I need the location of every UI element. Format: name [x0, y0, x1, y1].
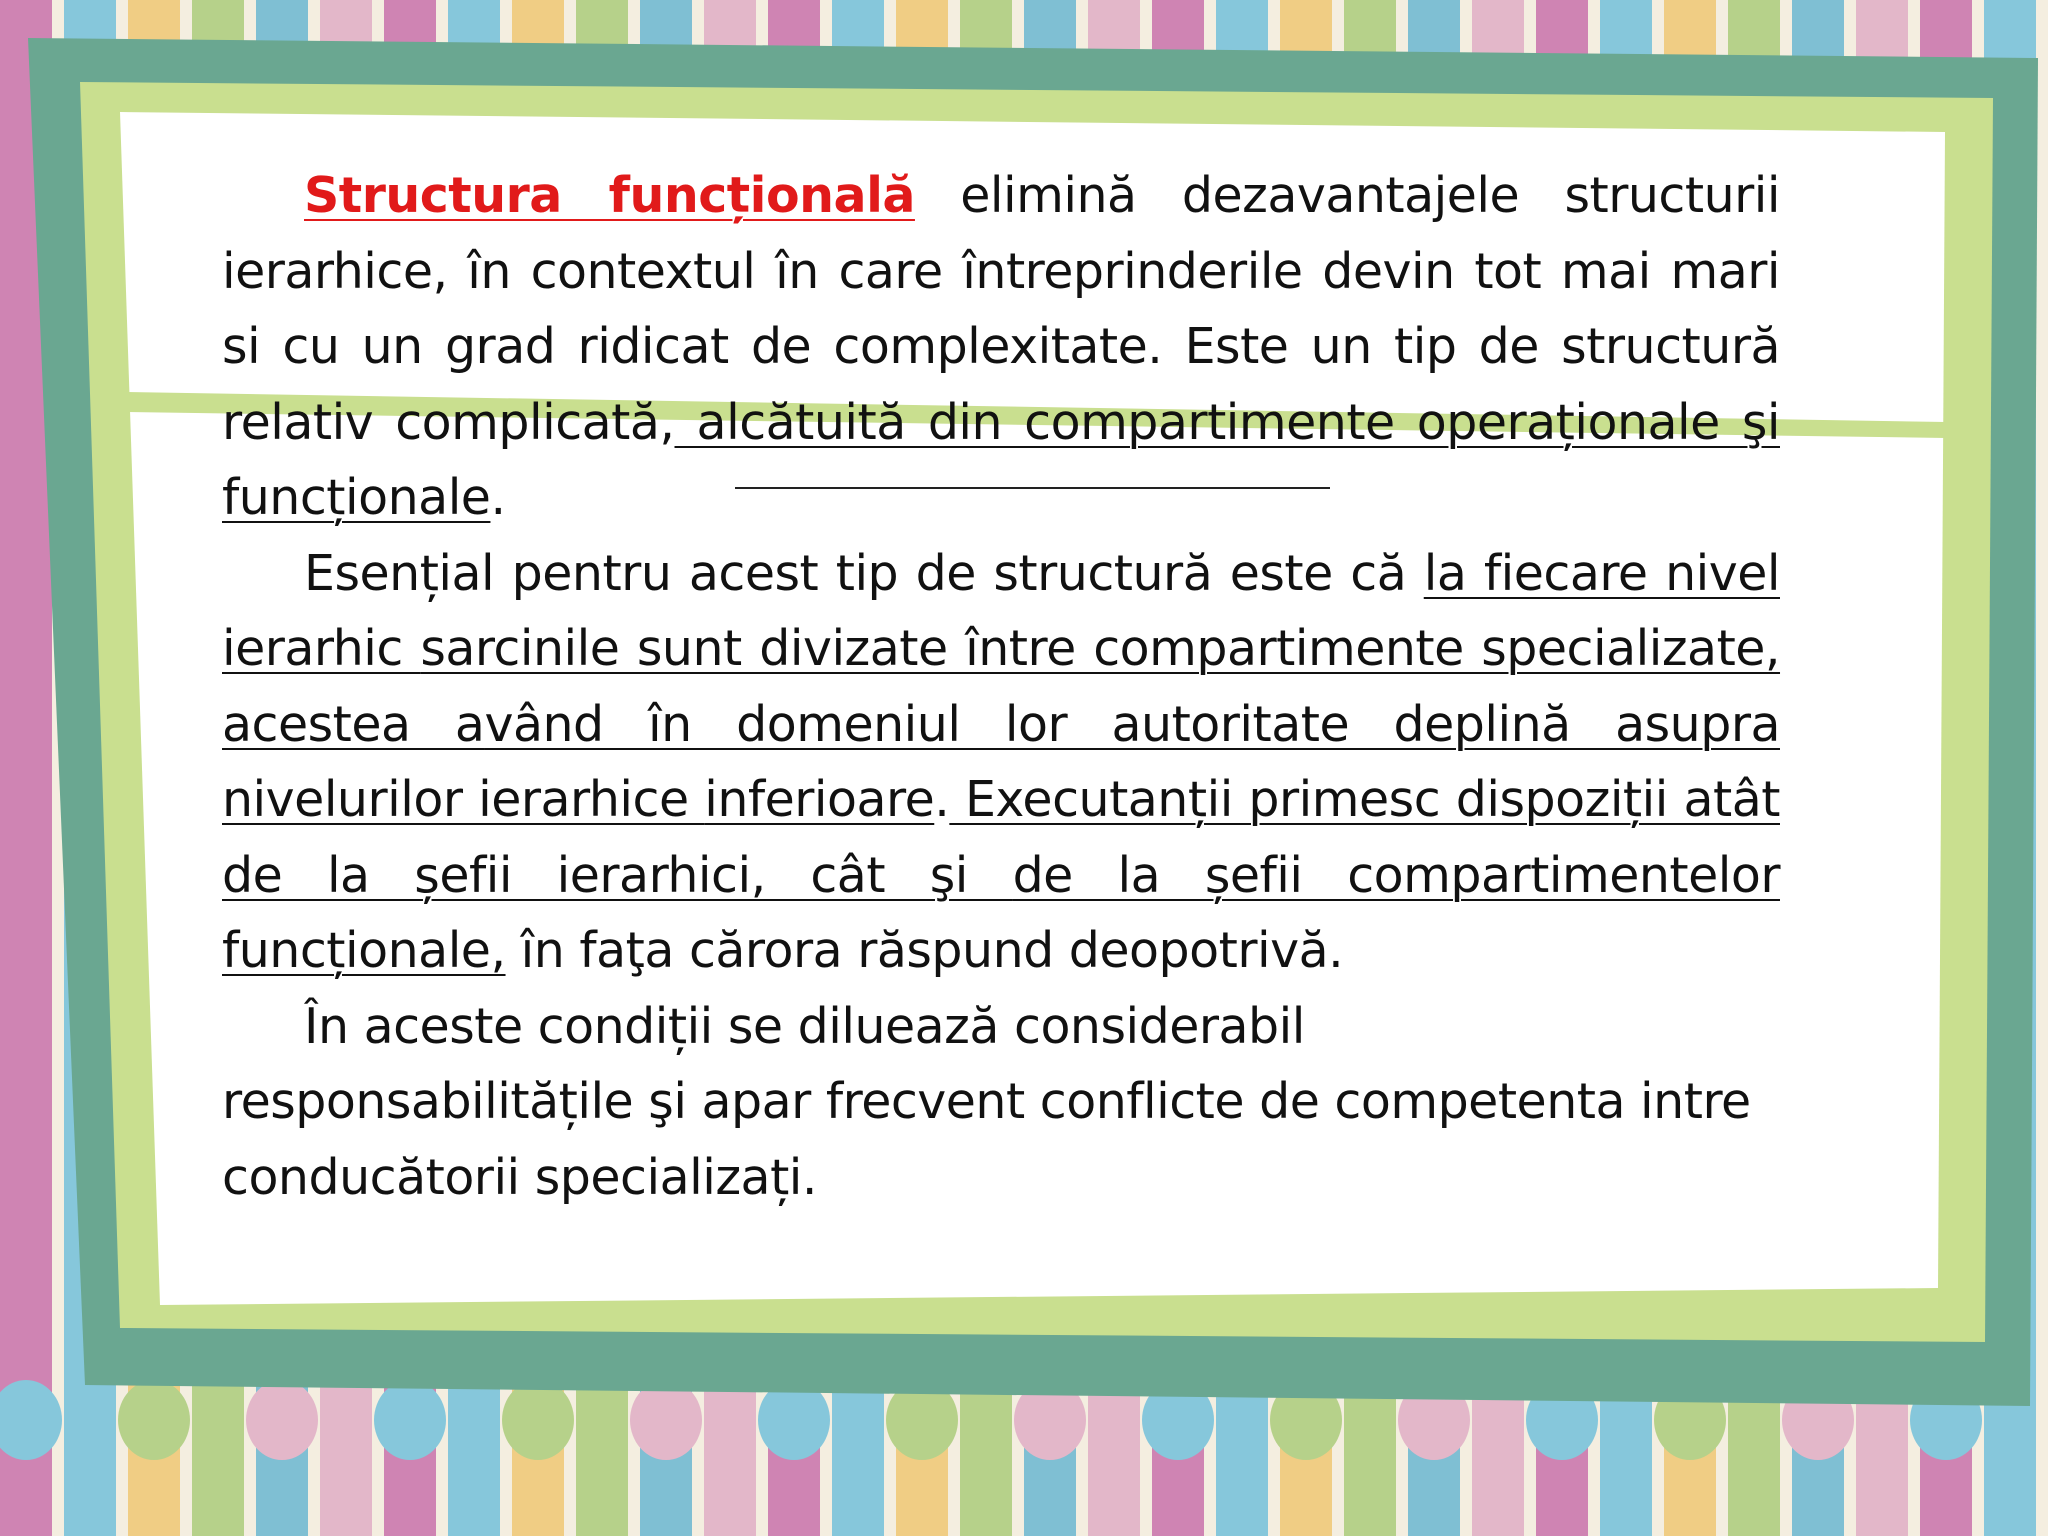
paragraph-2	[222, 536, 1780, 989]
paragraph-3-line-2: responsabilitățile şi apar frecvent conflicte de competenta intre	[222, 1073, 1751, 1130]
paragraph-3-line-3: conducătorii specializați.	[222, 1148, 817, 1206]
paragraph-1-end: .	[490, 469, 506, 526]
post-knob	[0, 1380, 62, 1460]
paragraph-2-underline-5: Executanții primesc dispoziții atât de la șefii ierarhici, cât şi	[222, 771, 1780, 904]
paragraph-3	[222, 989, 1780, 1065]
highlighted-term: Structura funcțională	[304, 167, 915, 224]
paragraph-2-text: Esențial pentru acest tip de structură este că	[304, 544, 1424, 602]
post-knob	[246, 1380, 318, 1460]
post-knob	[118, 1380, 190, 1460]
post-knob	[502, 1380, 574, 1460]
paragraph-2-underline-4: inferioare	[704, 771, 935, 828]
paragraph-3-line-1: În aceste condiții se diluează considerabil	[304, 997, 1305, 1055]
paragraph-2-end: în faţa cărora răspund deopotrivă.	[505, 922, 1344, 979]
paragraph-2-underline-6: de la șefii compartimentelor funcționale,	[222, 846, 1780, 979]
paragraph-2-dot: .	[934, 771, 950, 828]
paragraph-2-underline-3: vând în domeniul lor autoritate deplină asupra nivelurilor ierarhice	[222, 695, 1780, 828]
stray-underline	[735, 487, 1330, 489]
post-knob	[374, 1380, 446, 1460]
paragraph-2-underline-1: la fiecare nivel ierarhic	[222, 544, 1780, 677]
paragraph-1-text: elimină dezavantajele structurii ierarhice, în contextul în care întreprinderile devin tot mai mari si cu un grad ridicat de complexitate. Este un tip de structură relativ complicată,	[222, 167, 1780, 451]
paragraph-1	[222, 158, 1780, 536]
paragraph-2-underline-2: sarcinile sunt divizate între compartimente specializate, acestea a	[222, 620, 1781, 753]
slide-text	[222, 158, 1780, 1215]
paragraph-3-continuation	[222, 1064, 1780, 1215]
post-knob	[630, 1380, 702, 1460]
paragraph-1-underlined: alcătuită din compartimente operaționale şi funcționale	[222, 393, 1780, 526]
